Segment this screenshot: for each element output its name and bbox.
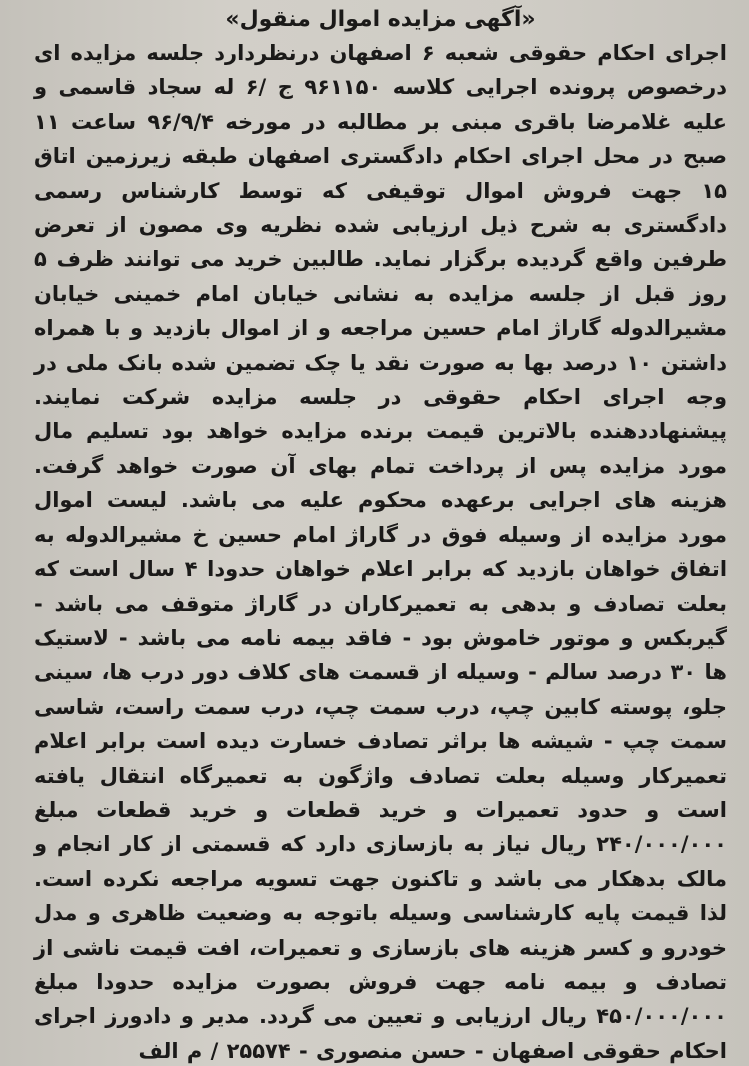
notice-title: «آگهی مزایده اموال منقول» <box>225 7 536 32</box>
notice-body <box>34 36 727 1066</box>
notice-paragraph: اجرای احکام حقوقی شعبه ۶ اصفهان درنظردارد جلسه مزایده ای درخصوص پرونده اجرایی کلاسه ۹۶۱۱۵۰ ج /۶ له سجاد قاسمی و علیه غلامرضا باقری مبنی بر مطالبه در مورخه ۹۶/۹/۴ ساعت ۱۱ صبح در محل اجرای احکام دادگستری اصفهان طبقه زیرزمین اتاق ۱۵ جهت فروش اموال توقیفی که توسط کارشناس رسمی دادگستری به شرح ذیل ارزیابی شده نظریه وی مصون از تعرض طرفین واقع گردیده برگزار نماید. طالبین خرید می توانند ظرف ۵ روز قبل از جلسه مزایده به نشانی خیابان امام خمینی خیابان مشیرالدوله گاراژ امام حسین مراجعه و از اموال بازدید و با همراه داشتن ۱۰ درصد بها به صورت نقد یا چک تضمین شده بانک ملی در وجه اجرای احکام حقوقی در جلسه مزایده شرکت نمایند. پیشنهاددهنده بالاترین قیمت برنده مزایده خواهد بود تسلیم مال مورد مزایده پس از پرداخت تمام بهای آن صورت خواهد گرفت. هزینه های اجرایی برعهده محکوم علیه می باشد. لیست اموال مورد مزایده از وسیله فوق در گاراژ امام حسین خ مشیرالدوله به اتفاق خواهان بازدید که برابر اعلام خواهان حدودا ۴ سال است که بعلت تصادف و بدهی به تعمیرکاران در گاراژ متوقف می باشد - گیربکس و موتور خاموش بود - فاقد بیمه نامه می باشد - لاستیک ها ۳۰ درصد سالم - وسیله از قسمت های کلاف دور درب ها، سینی جلو، پوسته کابین چپ، درب سمت چپ، درب سمت راست، شاسی سمت چپ - شیشه ها براثر تصادف خسارت دیده است برابر اعلام تعمیرکار وسیله بعلت تصادف واژگون به تعمیرگاه انتقال یافته است و حدود تعمیرات و خرید قطعات و خرید قطعات مبلغ ۲۴۰/۰۰۰/۰۰۰ ریال نیاز به بازسازی دارد که قسمتی از کار انجام و مالک بدهکار می باشد و تاکنون جهت تسویه مراجعه نکرده است. لذا قیمت پایه کارشناسی وسیله باتوجه به وضعیت ظاهری و مدل خودرو و کسر هزینه های بازسازی و تعمیرات، افت قیمت ناشی از تصادف و بیمه نامه جهت فروش بصورت مزایده حدودا مبلغ ۴۵۰/۰۰۰/۰۰۰ ریال ارزیابی و تعیین می گردد. مدیر و دادورز اجرای احکام حقوقی اصفهان - حسن منصوری - ۲۵۵۷۴ / م الف <box>34 41 728 1063</box>
